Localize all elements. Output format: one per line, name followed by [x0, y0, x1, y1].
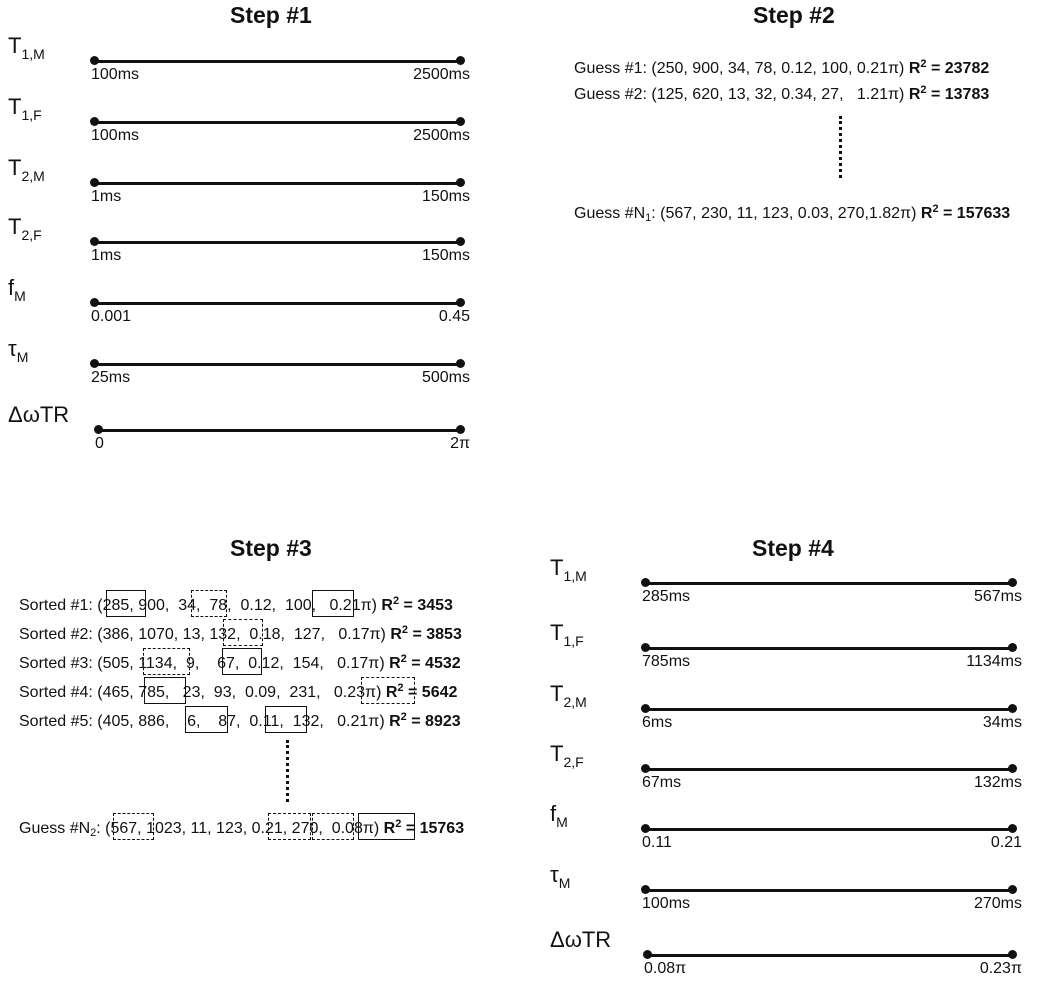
- box-dwtr-min: [358, 813, 415, 840]
- box-t2m-min: [185, 706, 228, 733]
- r2-value: = 13783: [930, 86, 990, 103]
- range-t2m-line: [645, 708, 1012, 711]
- row-label: Guess #N: [19, 820, 91, 837]
- param-symbol: T: [8, 33, 22, 58]
- range-t1f-min: 785ms: [642, 653, 691, 670]
- r-squared: [381, 597, 453, 614]
- range-m-label: [550, 862, 570, 891]
- range-t1m-max: 567ms: [973, 588, 1022, 605]
- range-t1f-min-point: [641, 643, 650, 652]
- param-symbol: T: [550, 620, 564, 645]
- range-t2m-min: 1ms: [91, 188, 122, 205]
- row-values: (405, 886, 6, 87, 0.11, 132, 0.21π): [97, 713, 385, 730]
- range-tr-max: 2π: [450, 435, 470, 452]
- range-tr-min-point: [643, 950, 652, 959]
- row-label: Sorted #1: [19, 597, 89, 614]
- range-t1m-max-point: [456, 56, 465, 65]
- range-t2f-max-point: [456, 237, 465, 246]
- step4-title: Step #4: [752, 535, 834, 561]
- r2-value: = 3853: [412, 626, 462, 643]
- step3-title: Step #3: [230, 535, 312, 561]
- box-fm-min: [265, 706, 307, 733]
- range-t1m-label: [550, 555, 587, 584]
- range-fm-line: [645, 828, 1012, 831]
- range-m-min-point: [90, 359, 99, 368]
- r2-superscript: 2: [920, 84, 927, 96]
- box-tau-min: [312, 590, 354, 617]
- result-row: Sorted #1: (285, 900, 34, 78, 0.12, 100, 0.21π) $R^2 = 3453$: [19, 595, 453, 614]
- range-tr-min-point: [94, 425, 103, 434]
- box-t1f-max: [143, 648, 190, 675]
- result-row: Guess #1: (250, 900, 34, 78, 0.12, 100, 0.21π) $R^2 = 23782$: [574, 58, 990, 77]
- range-t1f-max: 1134ms: [966, 653, 1022, 670]
- range-t1m-label: [8, 33, 45, 62]
- param-symbol: T: [8, 155, 22, 180]
- r-squared: [389, 655, 461, 672]
- param-symbol: f: [8, 275, 15, 300]
- r2-superscript: 2: [397, 682, 404, 694]
- r-squared: [389, 713, 461, 730]
- r2-value: = 4532: [411, 655, 461, 672]
- range-t1f-label: [550, 620, 584, 649]
- range-t2f-line: [94, 241, 460, 244]
- range-t2f-min-point: [90, 237, 99, 246]
- row-values: (125, 620, 13, 32, 0.34, 27, 1.21π): [651, 86, 905, 103]
- range-t2f-max-point: [1008, 764, 1017, 773]
- r2-value: = 15763: [405, 820, 465, 837]
- r2-value: = 157633: [943, 205, 1011, 222]
- range-fm-label: [550, 801, 568, 830]
- r2-symbol: R: [389, 713, 401, 730]
- r2-value: = 3453: [403, 597, 453, 614]
- param-subscript: M: [16, 349, 29, 365]
- range-t2m-min-point: [90, 178, 99, 187]
- range-tr-label: [550, 927, 611, 953]
- range-m-min: 25ms: [91, 369, 131, 386]
- range-t2m-label: [550, 681, 587, 710]
- param-symbol: T: [550, 741, 564, 766]
- range-t1f-label: [8, 94, 42, 123]
- range-t1f-min-point: [90, 117, 99, 126]
- row-values: (386, 1070, 13, 132, 0.18, 127, 0.17π): [97, 626, 386, 643]
- param-subscript: 2,F: [563, 754, 584, 770]
- range-t2m-line: [94, 182, 460, 185]
- range-t2m-max-point: [1008, 704, 1017, 713]
- r2-superscript: 2: [400, 711, 407, 723]
- row-values: (465, 785, 23, 93, 0.09, 231, 0.23π): [97, 684, 382, 701]
- row-values: (567, 230, 11, 123, 0.03, 270,1.82π): [660, 205, 917, 222]
- row-label: Guess #2: [574, 86, 643, 103]
- row-label: Sorted #4: [19, 684, 89, 701]
- param-symbol: T: [550, 681, 564, 706]
- range-t2m-max: 150ms: [421, 188, 470, 205]
- box-t2m-max: [191, 590, 227, 617]
- result-row: Guess $\#N_2$: (567, 1023, 11, 123, 0.21, 270, 0.08π) $R^2 = 15763$: [19, 818, 465, 839]
- r2-superscript: 2: [400, 653, 407, 665]
- range-t2m-min-point: [641, 704, 650, 713]
- r2-value: = 23782: [930, 60, 990, 77]
- range-t2f-label: [550, 741, 584, 770]
- param-subscript: 2,F: [21, 227, 42, 243]
- r2-symbol: R: [920, 205, 933, 222]
- range-fm-min: 0.001: [91, 308, 132, 325]
- param-subscript: 2,M: [21, 168, 45, 184]
- range-t1m-max-point: [1008, 578, 1017, 587]
- r2-value: = 8923: [411, 713, 461, 730]
- r-squared: [921, 205, 1010, 222]
- range-t1f-line: [94, 121, 460, 124]
- r2-symbol: R: [389, 655, 401, 672]
- range-t2f-max: 150ms: [421, 247, 470, 264]
- param-symbol: τ: [550, 862, 559, 887]
- r2-symbol: R: [383, 820, 396, 837]
- range-t1m-min: 100ms: [91, 66, 140, 83]
- range-t1m-line: [94, 60, 460, 63]
- param-subscript: 1,F: [21, 107, 42, 123]
- r2-superscript: 2: [401, 624, 408, 636]
- range-fm-max-point: [456, 298, 465, 307]
- r2-symbol: R: [908, 86, 921, 103]
- range-t1f-min: 100ms: [91, 127, 140, 144]
- range-fm-line: [94, 302, 460, 305]
- range-fm-min: 0.11: [642, 834, 672, 851]
- step2-continuation-dots: [839, 116, 842, 178]
- range-tr-max-point: [456, 425, 465, 434]
- range-t2m-min: 6ms: [642, 714, 673, 731]
- range-m-max: 270ms: [973, 895, 1022, 912]
- range-fm-max: 0.21: [990, 834, 1022, 851]
- range-t1f-max-point: [456, 117, 465, 126]
- box-t2f-max: [223, 619, 263, 646]
- r2-superscript: 2: [395, 818, 402, 830]
- param-symbol: T: [8, 94, 22, 119]
- range-t1m-min: 285ms: [642, 588, 691, 605]
- row-values: (250, 900, 34, 78, 0.12, 100, 0.21π): [651, 60, 905, 77]
- step3-continuation-dots: [286, 740, 289, 802]
- range-m-min: 100ms: [642, 895, 691, 912]
- result-row: Sorted #5: (405, 886, 6, 87, 0.11, 132, 0.21π) $R^2 = 8923$: [19, 711, 461, 730]
- range-tr-max-point: [1008, 950, 1017, 959]
- range-m-line: [645, 889, 1012, 892]
- range-fm-max: 0.45: [438, 308, 470, 325]
- range-m-label: [8, 336, 28, 365]
- r2-symbol: R: [908, 60, 921, 77]
- range-tr-label: [8, 402, 69, 428]
- range-t2f-min: 1ms: [91, 247, 122, 264]
- row-values: (285, 900, 34, 78, 0.12, 100, 0.21π): [97, 597, 377, 614]
- range-t2m-max: 34ms: [982, 714, 1022, 731]
- r2-value: = 5642: [408, 684, 458, 701]
- param-subscript: M: [556, 814, 568, 830]
- range-t1m-max: 2500ms: [413, 66, 470, 83]
- param-symbol: f: [550, 801, 557, 826]
- row-label-subscript: 2: [90, 827, 97, 839]
- param-subscript: 2,M: [563, 694, 587, 710]
- result-row: Sorted #4: (465, 785, 23, 93, 0.09, 231, 0.23π) $R^2 = 5642$: [19, 682, 458, 701]
- param-symbol: T: [550, 555, 564, 580]
- box-t1m-min: [106, 590, 146, 617]
- range-t2m-label: [8, 155, 45, 184]
- param-symbol: τ: [8, 336, 17, 361]
- r2-symbol: R: [385, 684, 398, 701]
- row-values: (567, 1023, 11, 123, 0.21, 270, 0.08π): [105, 820, 380, 837]
- range-fm-max-point: [1008, 824, 1017, 833]
- range-t2f-min-point: [641, 764, 650, 773]
- box-tau-max: [312, 813, 354, 840]
- range-t2f-label: [8, 214, 42, 243]
- range-m-line: [94, 363, 460, 366]
- r2-superscript: 2: [932, 203, 939, 215]
- box-t1f-min: [144, 677, 186, 704]
- range-fm-label: [8, 275, 26, 304]
- range-t2f-max: 132ms: [973, 774, 1022, 791]
- param-subscript: M: [558, 875, 571, 891]
- range-t1m-min-point: [641, 578, 650, 587]
- step2-title: Step #2: [753, 2, 835, 28]
- range-t1f-max: 2500ms: [413, 127, 470, 144]
- range-tr-line: [647, 954, 1012, 957]
- row-values: (505, 1134, 9, 67, 0.12, 154, 0.17π): [97, 655, 385, 672]
- range-tr-max: 0.23π: [979, 960, 1022, 977]
- range-m-min-point: [641, 885, 650, 894]
- param-subscript: 1,M: [563, 568, 587, 584]
- result-row: Guess #2: (125, 620, 13, 32, 0.34, 27, 1.21π) $R^2 = 13783$: [574, 84, 990, 103]
- range-tr-min: 0: [95, 435, 104, 452]
- param-subscript: M: [14, 288, 26, 304]
- param-symbol: T: [8, 214, 22, 239]
- range-fm-min-point: [90, 298, 99, 307]
- r-squared: [909, 86, 989, 103]
- range-t1m-min-point: [90, 56, 99, 65]
- range-t1f-line: [645, 647, 1012, 650]
- range-m-max: 500ms: [421, 369, 470, 386]
- range-tr-min: 0.08π: [644, 960, 687, 977]
- row-label-subscript: 1: [645, 212, 652, 224]
- row-label: Sorted #5: [19, 713, 89, 730]
- param-symbol: ΔωTR: [8, 402, 70, 427]
- box-t2f-min: [222, 648, 262, 675]
- param-subscript: 1,F: [563, 633, 584, 649]
- r-squared: [390, 626, 462, 643]
- range-t2f-min: 67ms: [642, 774, 682, 791]
- range-m-max-point: [456, 359, 465, 368]
- step1-title: Step #1: [230, 2, 312, 28]
- range-t1m-line: [645, 582, 1012, 585]
- range-t1f-max-point: [1008, 643, 1017, 652]
- row-label: Guess #1: [574, 60, 643, 77]
- r2-symbol: R: [390, 626, 402, 643]
- range-tr-line: [98, 429, 460, 432]
- result-row: Guess $\#N_1$: (567, 230, 11, 123, 0.03, 270,1.82π) $R^2 = 157633$: [574, 203, 1011, 224]
- result-row: Sorted #3: (505, 1134, 9, 67, 0.12, 154, 0.17π) $R^2 = 4532$: [19, 653, 461, 672]
- range-fm-min-point: [641, 824, 650, 833]
- box-dwtr-max: [361, 677, 415, 704]
- r-squared: [909, 60, 989, 77]
- r2-superscript: 2: [920, 58, 927, 70]
- row-label: Guess #N: [574, 205, 646, 222]
- box-t1m-max: [113, 813, 154, 840]
- range-t2f-line: [645, 768, 1012, 771]
- r2-symbol: R: [381, 597, 393, 614]
- row-label: Sorted #2: [19, 626, 89, 643]
- r2-superscript: 2: [392, 595, 400, 607]
- result-row: Sorted #2: (386, 1070, 13, 132, 0.18, 127, 0.17π) $R^2 = 3853$: [19, 624, 462, 643]
- box-fm-max: [268, 813, 311, 840]
- range-t2m-max-point: [456, 178, 465, 187]
- range-m-max-point: [1008, 885, 1017, 894]
- row-label: Sorted #3: [19, 655, 89, 672]
- param-subscript: 1,M: [21, 46, 45, 62]
- param-symbol: ΔωTR: [550, 927, 612, 952]
